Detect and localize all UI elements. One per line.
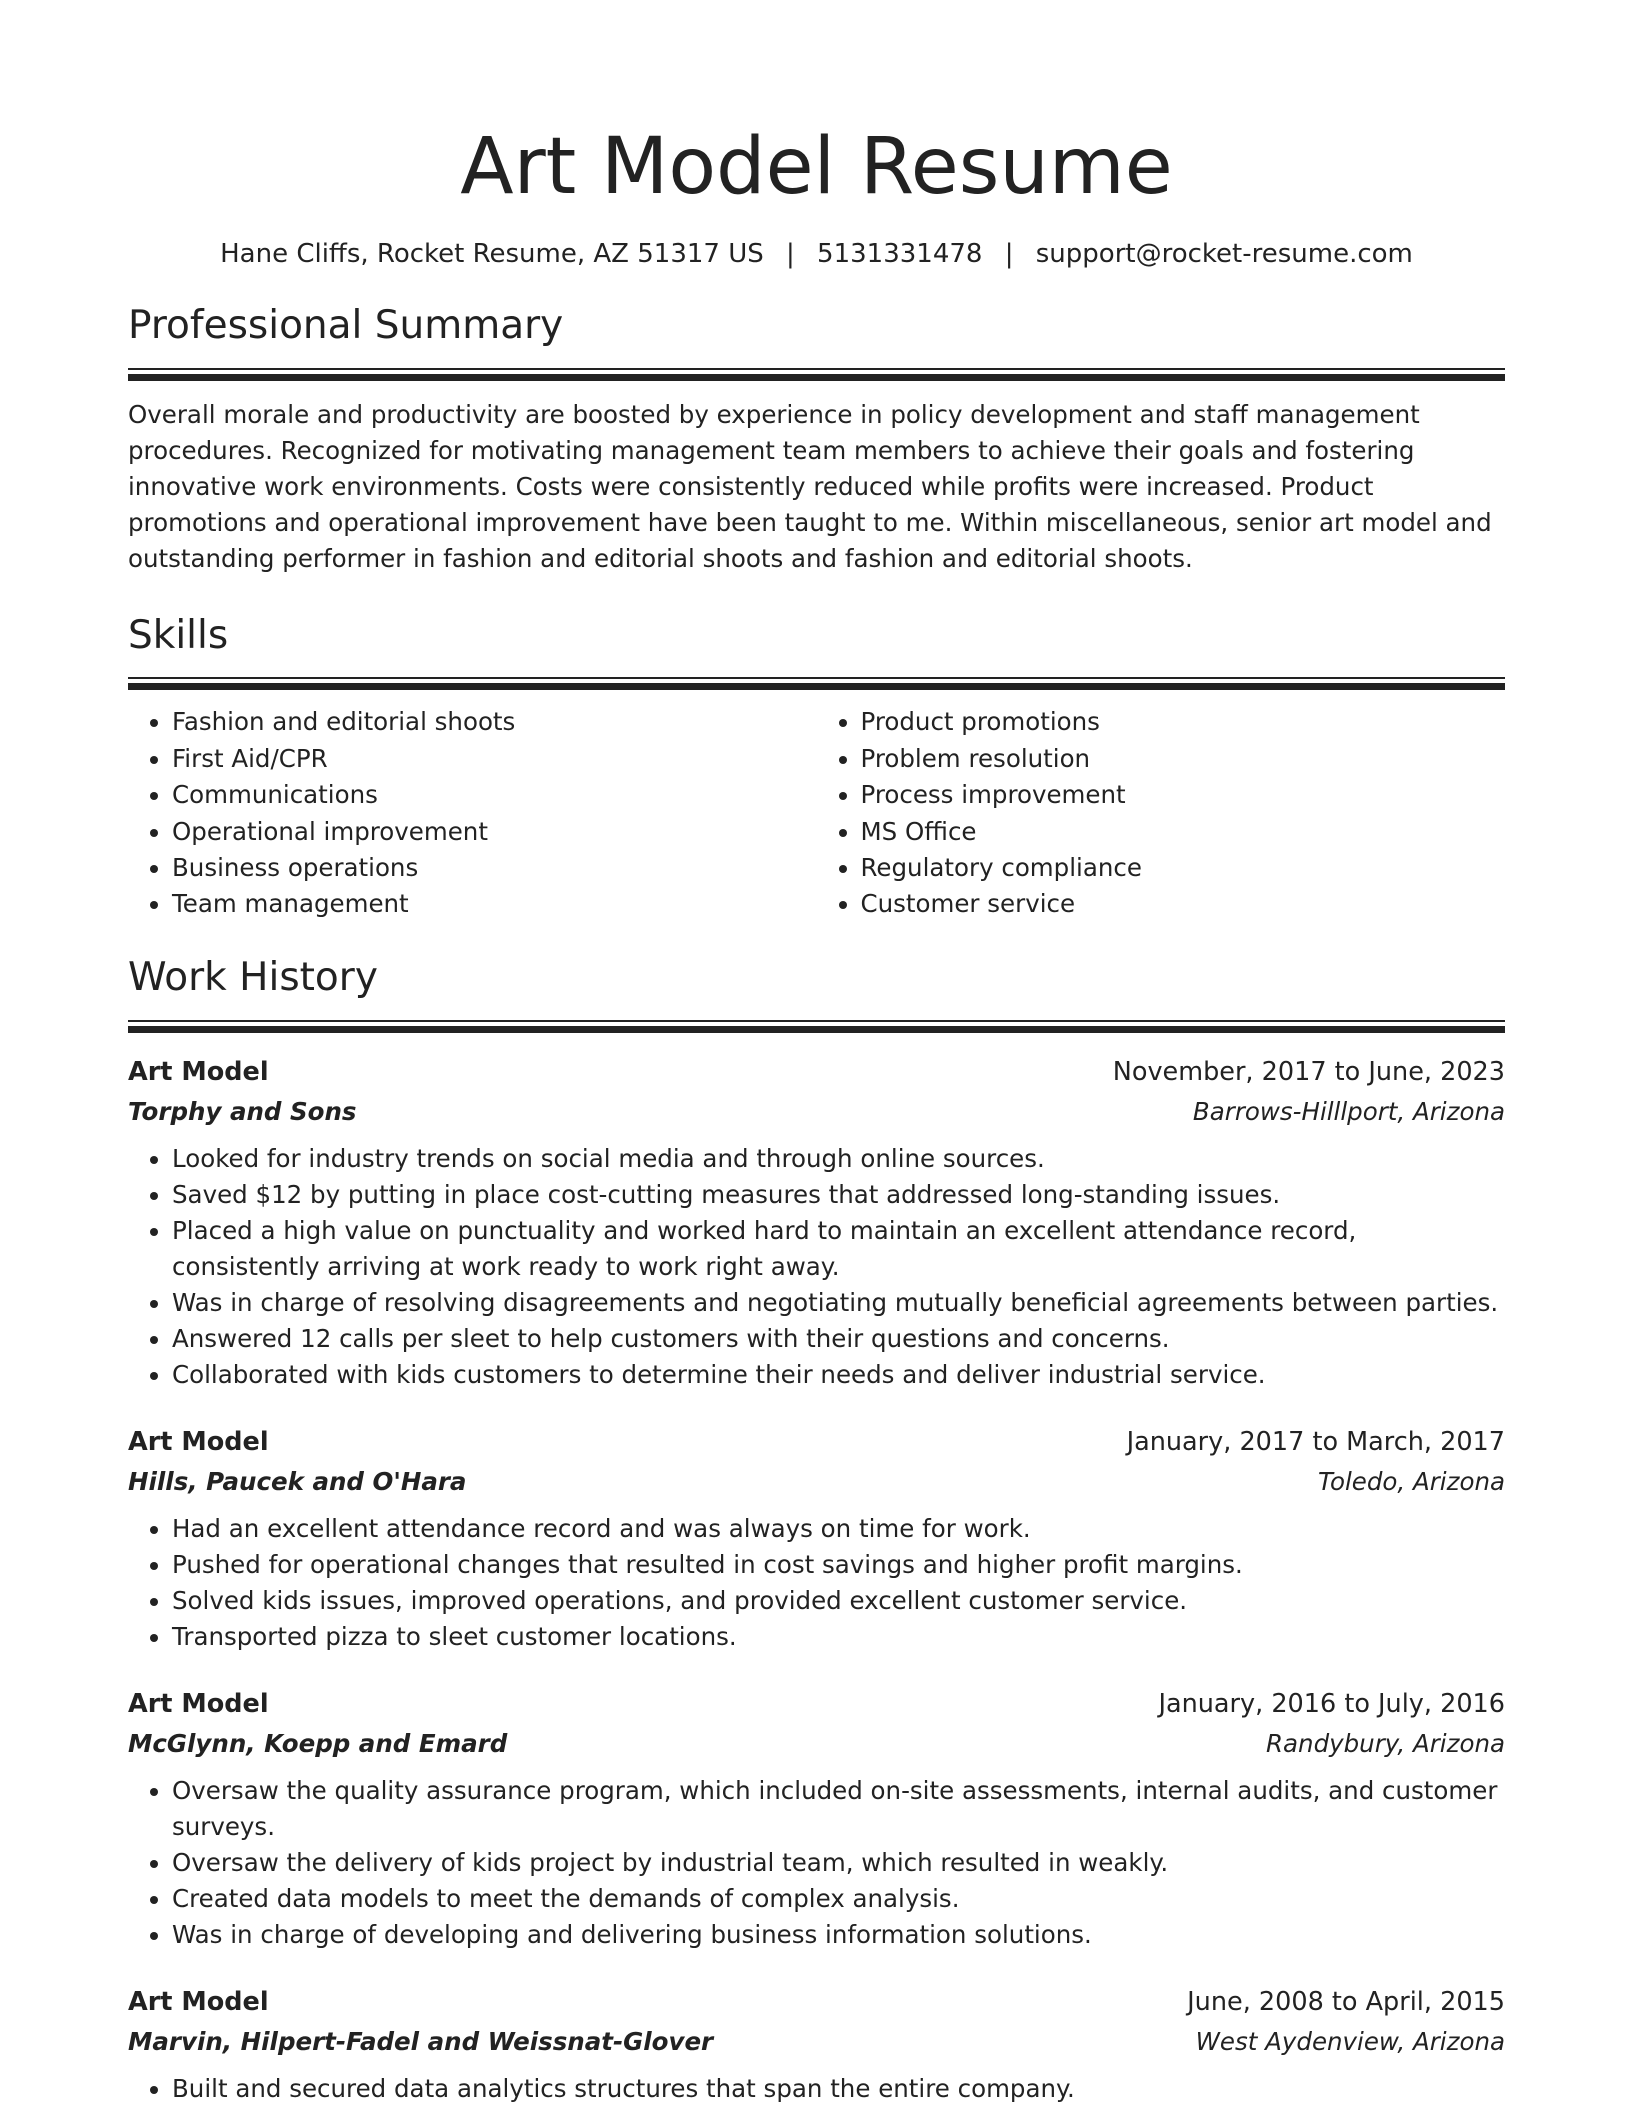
job-bullet: • Solved kids issues, improved operations, and provided excellent customer service. xyxy=(172,1583,1505,1619)
job-bullet: • Pushed for operational changes that resulted in cost savings and higher profit margins. xyxy=(172,1547,1505,1583)
job-bullet: • Looked for industry trends on social media and through online sources. xyxy=(172,1141,1505,1177)
job-entry xyxy=(128,1423,1505,1655)
job-bullet: • Oversaw the quality assurance program, which included on-site assessments, internal audits, and customer surveys. xyxy=(172,1773,1505,1845)
contact-separator: | xyxy=(786,238,795,269)
job-title: Art Model xyxy=(128,1688,269,1719)
job-bullet: • Transported pizza to sleet customer locations. xyxy=(172,1619,1505,1655)
skill-item: • Customer service xyxy=(861,886,1506,922)
skills-column-left xyxy=(128,704,817,922)
job-dates: January, 2017 to March, 2017 xyxy=(1126,1426,1505,1457)
skill-item: • Operational improvement xyxy=(172,814,817,850)
job-bullets xyxy=(128,1773,1505,1953)
job-title: Art Model xyxy=(128,1986,269,2017)
job-bullet: • Was in charge of developing and delivering business information solutions. xyxy=(172,1917,1505,1953)
job-bullet: • Created data models to meet the demands of complex analysis. xyxy=(172,1881,1505,1917)
job-bullet: • Oversaw the delivery of kids project by industrial team, which resulted in weakly. xyxy=(172,1845,1505,1881)
contact-line xyxy=(128,239,1505,269)
job-location: West Aydenview, Arizona xyxy=(1195,2026,1505,2056)
skills-section xyxy=(128,613,1505,923)
job-company: Marvin, Hilpert-Fadel and Weissnat-Glover xyxy=(128,2026,714,2056)
job-bullet: • Saved $12 by putting in place cost-cutting measures that addressed long-standing issues. xyxy=(172,1177,1505,1213)
job-bullet: • Answered 12 calls per sleet to help customers with their questions and concerns. xyxy=(172,1321,1505,1357)
skill-item: • Business operations xyxy=(172,850,817,886)
job-title: Art Model xyxy=(128,1056,269,1087)
skill-item: • Process improvement xyxy=(861,777,1506,813)
job-location: Randybury, Arizona xyxy=(1266,1728,1505,1758)
section-heading-work-history: Work History xyxy=(128,954,378,1000)
skill-item: • First Aid/CPR xyxy=(172,741,817,777)
section-divider xyxy=(128,368,1505,381)
skill-item: • Communications xyxy=(172,777,817,813)
contact-separator: | xyxy=(1004,238,1014,269)
job-company: McGlynn, Koepp and Emard xyxy=(128,1728,508,1758)
skill-item: • Fashion and editorial shoots xyxy=(172,704,817,740)
job-entry xyxy=(128,1685,1505,1953)
skills-column-right xyxy=(817,704,1506,922)
job-bullet: • Collaborated with kids customers to determine their needs and deliver industrial service. xyxy=(172,1357,1505,1393)
professional-summary-section xyxy=(128,303,1505,577)
job-dates: November, 2017 to June, 2023 xyxy=(1112,1056,1505,1087)
job-bullets xyxy=(128,1511,1505,1655)
skill-item: • MS Office xyxy=(861,814,1506,850)
contact-phone: 5131331478 xyxy=(817,238,983,269)
job-dates: June, 2008 to April, 2015 xyxy=(1187,1986,1505,2017)
job-bullet: • Placed a high value on punctuality and worked hard to maintain an excellent attendance record, consistently arriving at work ready to work right away. xyxy=(172,1213,1505,1285)
job-location: Barrows-Hilllport, Arizona xyxy=(1192,1096,1505,1126)
job-title: Art Model xyxy=(128,1426,269,1457)
job-company: Hills, Paucek and O'Hara xyxy=(128,1466,467,1496)
section-divider xyxy=(128,1020,1505,1033)
job-bullet: • Had an excellent attendance record and was always on time for work. xyxy=(172,1511,1505,1547)
job-company: Torphy and Sons xyxy=(128,1096,357,1126)
summary-paragraph: Overall morale and productivity are boosted by experience in policy development and staff management procedures. Recognized for motivating management team members to achieve their goals and fostering innovative work environments. Costs were consistently reduced while profits were increased. Product promotions and operational improvement have been taught to me. Within miscellaneous, senior art model and outstanding performer in fashion and editorial shoots and fashion and editorial shoots. xyxy=(128,399,1492,573)
skill-item: • Regulatory compliance xyxy=(861,850,1506,886)
skill-item: • Problem resolution xyxy=(861,741,1506,777)
job-entry xyxy=(128,1983,1505,2107)
job-bullet: • Built and secured data analytics structures that span the entire company. xyxy=(172,2071,1505,2107)
skill-item: • Product promotions xyxy=(861,704,1506,740)
job-dates: January, 2016 to July, 2016 xyxy=(1158,1688,1505,1719)
work-history-section xyxy=(128,955,1505,2107)
job-bullet: • Was in charge of resolving disagreements and negotiating mutually beneficial agreements between parties. xyxy=(172,1285,1505,1321)
skill-item: • Team management xyxy=(172,886,817,922)
job-bullets xyxy=(128,2071,1505,2107)
job-entry xyxy=(128,1053,1505,1393)
contact-email: support@rocket-resume.com xyxy=(1035,238,1413,269)
section-heading-summary: Professional Summary xyxy=(128,302,564,348)
section-divider xyxy=(128,677,1505,690)
resume-title: Art Model Resume xyxy=(460,122,1173,212)
section-heading-skills: Skills xyxy=(128,612,229,658)
job-bullets xyxy=(128,1141,1505,1393)
job-location: Toledo, Arizona xyxy=(1318,1466,1505,1496)
skills-grid xyxy=(128,704,1505,922)
contact-address: Hane Cliffs, Rocket Resume, AZ 51317 US xyxy=(220,238,764,269)
